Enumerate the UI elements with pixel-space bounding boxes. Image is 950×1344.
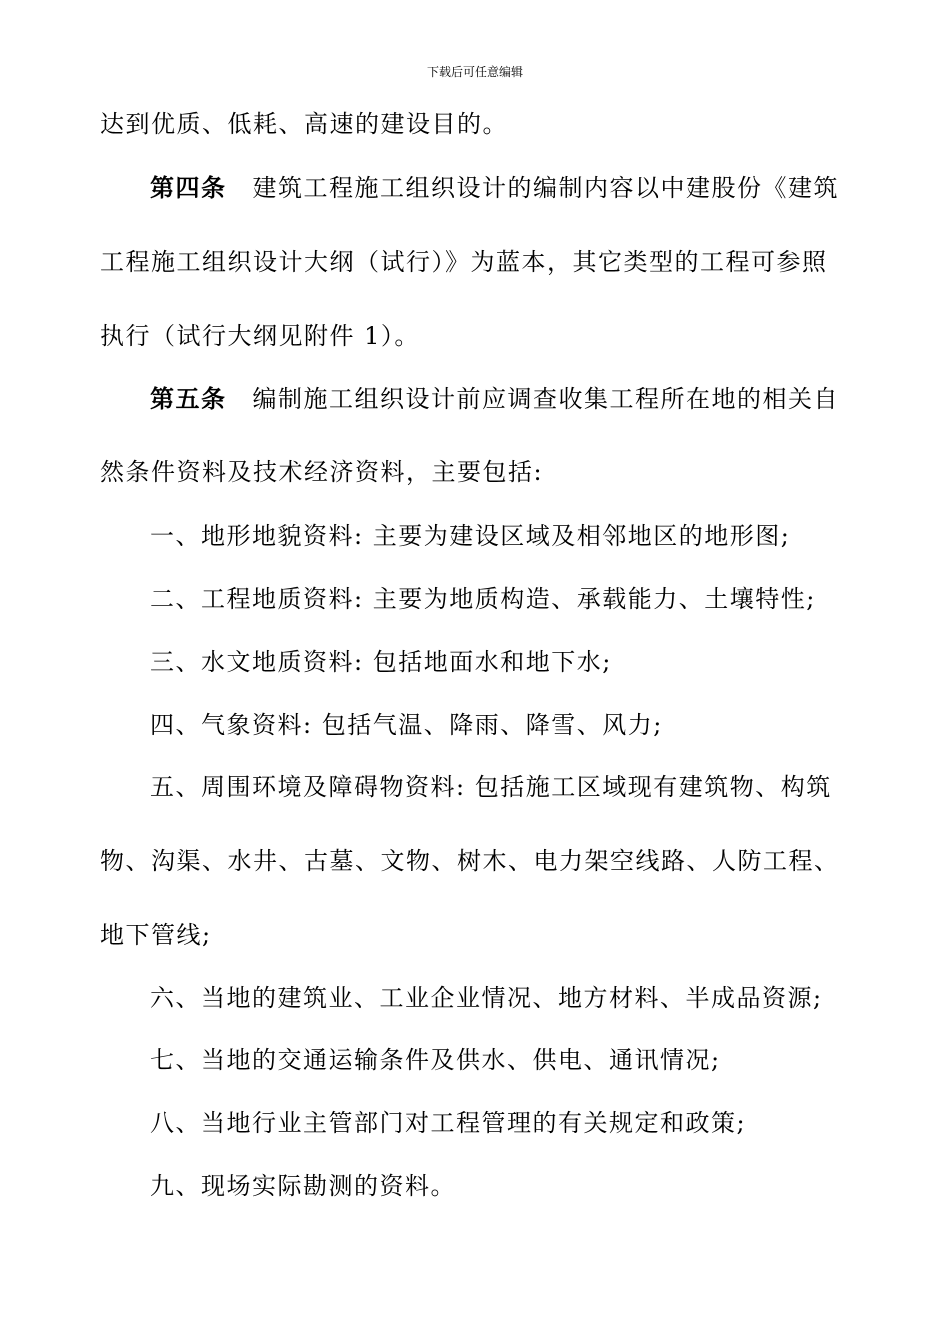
list-item: 九、现场实际勘测的资料。 bbox=[150, 1172, 456, 1200]
article-label: 第五条 bbox=[150, 384, 227, 413]
article-4-line bbox=[150, 172, 860, 204]
body-line: 然条件资料及技术经济资料，主要包括: bbox=[100, 458, 544, 486]
article-5-line bbox=[150, 383, 860, 415]
list-item: 三、水文地质资料: 包括地面水和地下水; bbox=[150, 648, 612, 676]
list-item: 一、地形地貌资料: 主要为建设区域及相邻地区的地形图; bbox=[150, 522, 791, 550]
body-line: 达到优质、低耗、高速的建设目的。 bbox=[100, 110, 508, 138]
list-item: 五、周围环境及障碍物资料: 包括施工区域现有建筑物、构筑 bbox=[150, 773, 832, 801]
article-text: 编制施工组织设计前应调查收集工程所在地的相关自 bbox=[252, 385, 839, 413]
list-item: 六、当地的建筑业、工业企业情况、地方材料、半成品资源; bbox=[150, 984, 823, 1012]
list-item: 二、工程地质资料: 主要为地质构造、承载能力、土壤特性; bbox=[150, 585, 816, 613]
body-line: 执行（试行大纲见附件 1）。 bbox=[100, 322, 420, 350]
body-line: 工程施工组织设计大纲（试行）》为蓝本，其它类型的工程可参照 bbox=[100, 248, 828, 276]
article-text: 建筑工程施工组织设计的编制内容以中建股份《建筑 bbox=[252, 174, 839, 202]
list-item: 七、当地的交通运输条件及供水、供电、通讯情况; bbox=[150, 1046, 721, 1074]
list-item: 八、当地行业主管部门对工程管理的有关规定和政策; bbox=[150, 1109, 747, 1137]
page-header: 下载后可任意编辑 bbox=[426, 65, 523, 79]
body-line: 物、沟渠、水井、古墓、文物、树木、电力架空线路、人防工程、 bbox=[100, 847, 840, 875]
article-label: 第四条 bbox=[150, 173, 227, 202]
list-item: 四、气象资料: 包括气温、降雨、降雪、风力; bbox=[150, 711, 663, 739]
body-line: 地下管线; bbox=[100, 921, 212, 949]
